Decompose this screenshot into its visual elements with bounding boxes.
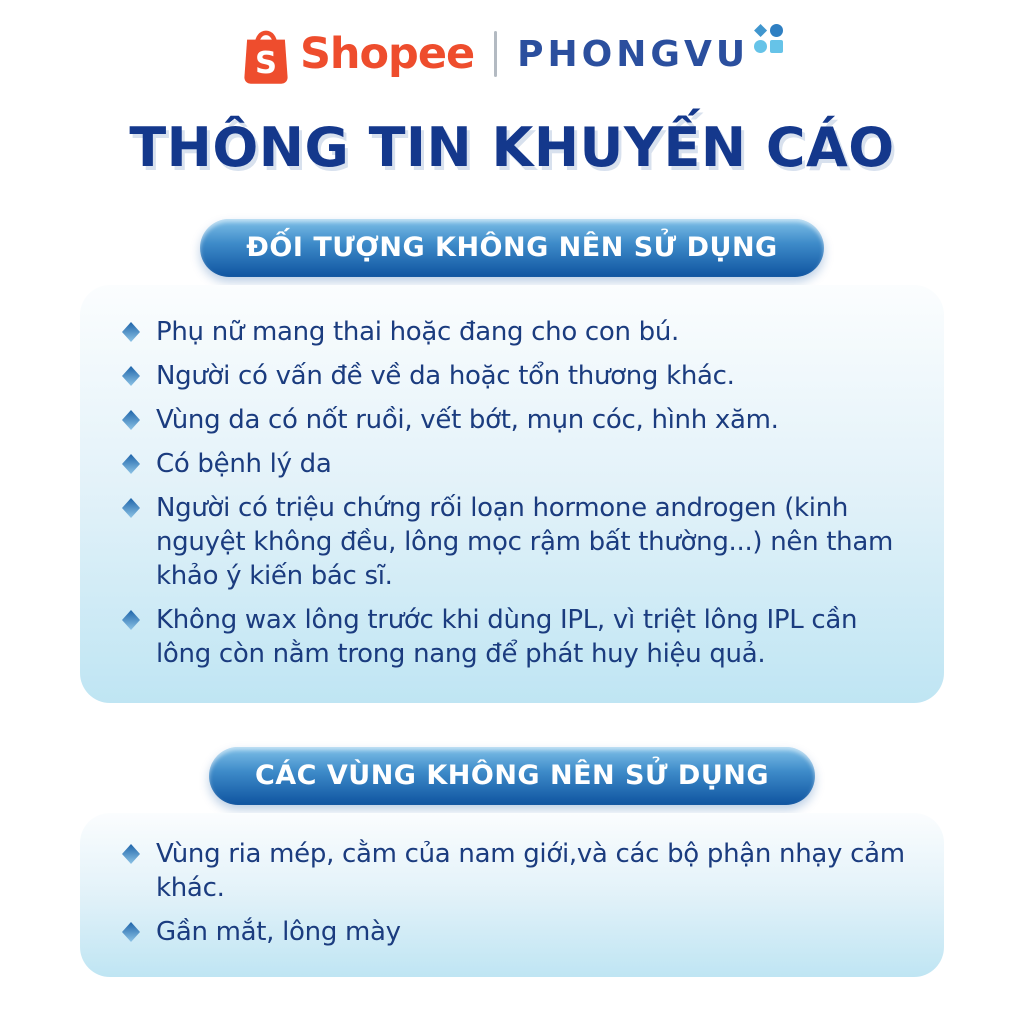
brand-header xyxy=(0,0,1024,88)
diamond-bullet-icon xyxy=(122,366,140,386)
phongvu-logo-text: PHONGVU xyxy=(517,33,750,75)
list-item-text: Người có triệu chứng rối loạn hormone androgen (kinh nguyệt không đều, lông mọc rậm bất thường...) nên tham khảo ý kiến bác sĩ. xyxy=(156,493,893,591)
mark-diamond xyxy=(754,24,767,37)
list-item-text: Gần mắt, lông mày xyxy=(156,917,401,947)
mark-square xyxy=(770,40,783,53)
section-heading-users: ĐỐI TƯỢNG KHÔNG NÊN SỬ DỤNG xyxy=(200,219,823,277)
list-item xyxy=(122,403,906,437)
diamond-bullet-icon xyxy=(122,844,140,864)
list-item-text: Vùng da có nốt ruồi, vết bớt, mụn cóc, hình xăm. xyxy=(156,405,779,435)
list-item-text: Phụ nữ mang thai hoặc đang cho con bú. xyxy=(156,317,680,347)
brand-divider xyxy=(494,31,497,77)
phongvu-squares-icon xyxy=(754,24,785,55)
list-item xyxy=(122,359,906,393)
shopee-initial: S xyxy=(254,45,277,81)
list-item xyxy=(122,447,906,481)
diamond-bullet-icon xyxy=(122,454,140,474)
section-heading-areas: CÁC VÙNG KHÔNG NÊN SỬ DỤNG xyxy=(209,747,815,805)
list-item-text: Có bệnh lý da xyxy=(156,449,332,479)
warning-panel-areas xyxy=(80,813,944,977)
shopee-bag-icon xyxy=(239,21,293,87)
list-item-text: Người có vấn đề về da hoặc tổn thương khác. xyxy=(156,361,735,391)
mark-circle-light xyxy=(754,40,767,53)
diamond-bullet-icon xyxy=(122,410,140,430)
mark-circle-dark xyxy=(770,24,783,37)
list-item-text: Không wax lông trước khi dùng IPL, vì triệt lông IPL cần lông còn nằm trong nang để phát huy hiệu quả. xyxy=(156,605,858,669)
warning-panel-users xyxy=(80,285,944,703)
list-item xyxy=(122,491,906,593)
list-item-text: Vùng ria mép, cằm của nam giới,và các bộ phận nhạy cảm khác. xyxy=(156,839,905,903)
diamond-bullet-icon xyxy=(122,922,140,942)
list-item xyxy=(122,603,906,671)
diamond-bullet-icon xyxy=(122,322,140,342)
diamond-bullet-icon xyxy=(122,498,140,518)
list-item xyxy=(122,915,906,949)
shopee-logo-text: Shopee xyxy=(299,29,475,79)
page-title: THÔNG TIN KHUYẾN CÁO xyxy=(129,116,895,179)
diamond-bullet-icon xyxy=(122,610,140,630)
list-item xyxy=(122,315,906,349)
list-item xyxy=(122,837,906,905)
